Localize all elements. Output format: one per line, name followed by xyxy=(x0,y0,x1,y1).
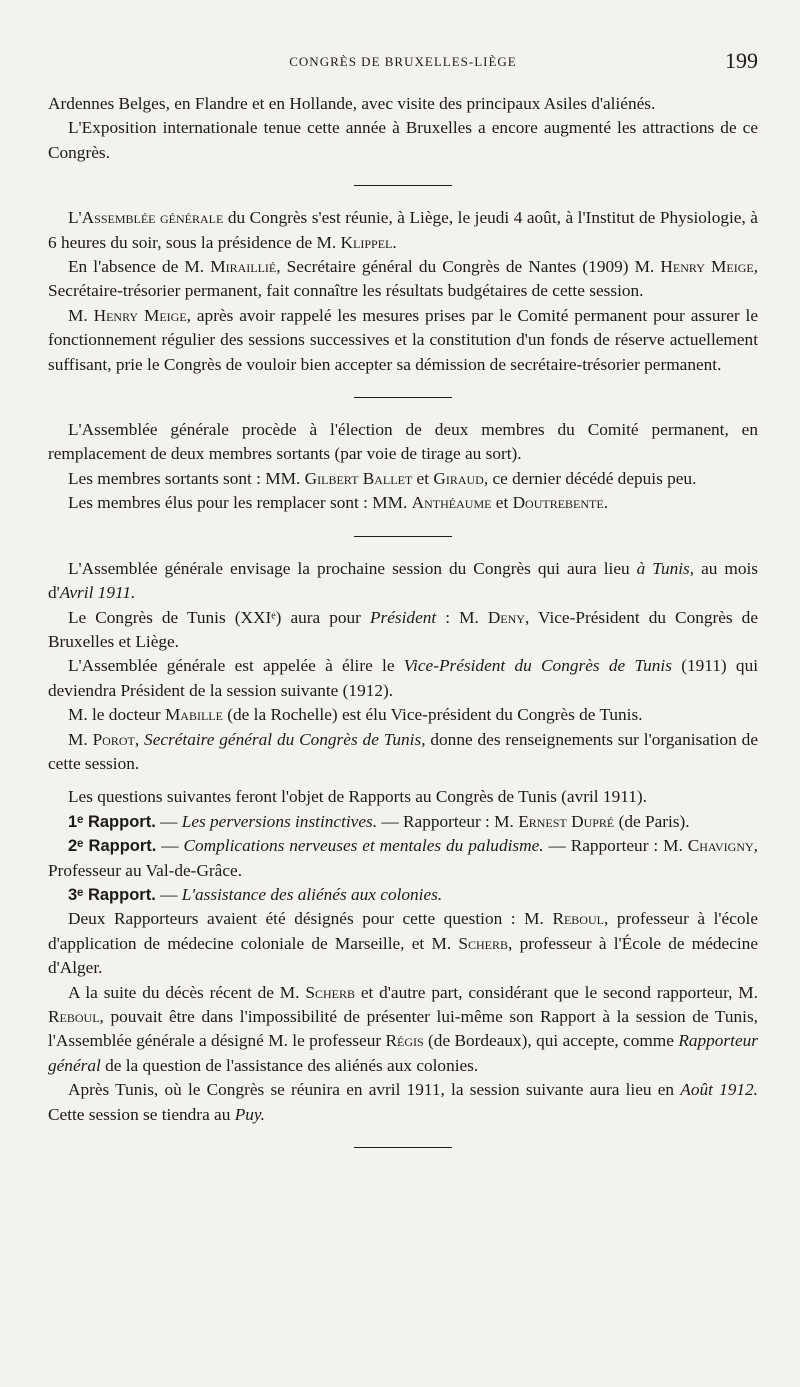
person-name: Reboul xyxy=(48,1007,100,1026)
person-name: Mabille xyxy=(164,705,223,725)
person-name: Giraud xyxy=(433,468,484,488)
person-name: Scherb xyxy=(458,933,509,953)
person-name: Henry Meige xyxy=(660,257,754,277)
report-item: 1ᵉ Rapport. — Les perversions instinctives. — Rapporteur : M. Ernest Dupré (de Paris). xyxy=(68,811,690,831)
paragraph: Les questions suivantes feront l'objet de Rapports au Congrès de Tunis (avril 1911). xyxy=(68,787,647,807)
paragraph: Les membres sortants sont : MM. Gilbert Ballet et Giraud, ce dernier décédé depuis peu. xyxy=(68,468,697,488)
page-number: 199 xyxy=(725,48,758,73)
spacer xyxy=(48,776,758,785)
section-divider xyxy=(354,1147,452,1148)
person-name: Régis xyxy=(385,1031,424,1051)
person-name: Doutrebente. xyxy=(512,493,609,513)
paragraph: Le Congrès de Tunis (XXIᵉ) aura pour Président : M. Deny, Vice-Président du Congrès de Bruxelles et Liège. xyxy=(48,607,758,651)
report-item: 3ᵉ Rapport. — L'assistance des aliénés aux colonies. xyxy=(68,884,443,904)
section-divider xyxy=(354,397,452,398)
page-header xyxy=(48,48,758,74)
paragraph: A la suite du décès récent de M. Scherb et d'autre part, considérant que le second rapporteur, M. Reboul, pouvait être dans l'impossibilité de présenter lui-même son Rapport à la session de Tunis, l'Assemblée générale a désigné M. le professeur Régis (de Bordeaux), qui accepte, comme Rapporteur général de la question de l'assistance des aliénés aux colonies. xyxy=(48,982,758,1075)
running-head: CONGRÈS DE BRUXELLES-LIÈGE xyxy=(289,54,517,69)
paragraph: M. le docteur Mabille (de la Rochelle) est élu Vice-président du Congrès de Tunis. xyxy=(68,705,643,725)
paragraph: L'Assemblée générale procède à l'élection de deux membres du Comité permanent, en remplacement de deux membres sortants (par voie de tirage au sort). xyxy=(48,420,758,464)
section-divider xyxy=(354,185,452,186)
person-name: Chavigny xyxy=(687,836,754,856)
person-name: Ernest Dupré xyxy=(518,811,615,831)
person-name: Gilbert Ballet xyxy=(304,468,413,488)
person-name: Deny xyxy=(487,607,525,627)
paragraph: M. Porot, Secrétaire général du Congrès de Tunis, donne des renseignements sur l'organisation de cette session. xyxy=(48,729,758,773)
paragraph: M. Henry Meige, après avoir rappelé les mesures prises par le Comité permanent pour assurer le fonctionnement régulier des sessions successives et la constitution d'un fonds de réserve actuellement suffisant, prie le Congrès de vouloir bien accepter sa démission de secrétaire-trésorier permanent. xyxy=(48,305,759,374)
body-text xyxy=(48,92,758,1168)
person-name: Anthéaume xyxy=(411,493,492,513)
person-name: Miraillié xyxy=(210,257,277,277)
report-item: 2ᵉ Rapport. — Complications nerveuses et mentales du paludisme. — Rapporteur : M. Chavigny, Professeur au Val-de-Grâce. xyxy=(48,836,758,880)
paragraph: Deux Rapporteurs avaient été désignés pour cette question : M. Reboul, professeur à l'école d'application de médecine coloniale de Marseille, et M. Scherb, professeur à l'École de médecine d'Alger. xyxy=(48,909,758,978)
paragraph: L'Assemblée générale est appelée à élire le Vice-Président du Congrès de Tunis (1911) qui deviendra Président de la session suivante (1912). xyxy=(48,656,759,700)
report-label: 3ᵉ Rapport. xyxy=(68,885,156,904)
paragraph: Ardennes Belges, en Flandre et en Hollande, avec visite des principaux Asiles d'aliénés. xyxy=(48,94,656,113)
report-label: 2ᵉ Rapport. xyxy=(68,837,157,856)
report-label: 1ᵉ Rapport. xyxy=(68,812,156,831)
paragraph: L'Assemblée générale du Congrès s'est réunie, à Liège, le jeudi 4 août, à l'Institut de Physiologie, à 6 heures du soir, sous la présidence de M. Klippel. xyxy=(48,208,758,252)
person-name: Scherb xyxy=(305,982,355,1002)
person-name: Porot xyxy=(92,729,135,749)
paragraph: Après Tunis, où le Congrès se réunira en avril 1911, la session suivante aura lieu en Août 1912. Cette session se tiendra au Puy. xyxy=(48,1080,758,1124)
person-name: Klippel. xyxy=(340,232,397,252)
section-divider xyxy=(354,536,452,537)
paragraph: L'Assemblée générale envisage la prochaine session du Congrès qui aura lieu à Tunis, au mois d'Avril 1911. xyxy=(48,558,759,603)
paragraph: Les membres élus pour les remplacer sont : MM. Anthéaume et Doutrebente. xyxy=(68,493,609,513)
paragraph: L'Exposition internationale tenue cette année à Bruxelles a encore augmenté les attractions de ce Congrès. xyxy=(48,118,758,162)
paragraph: En l'absence de M. Miraillié, Secrétaire général du Congrès de Nantes (1909) M. Henry Meige, Secrétaire-trésorier permanent, fait connaître les résultats budgétaires de cette session. xyxy=(48,257,759,301)
person-name: Henry Meige xyxy=(93,305,187,325)
small-caps-heading: L'Assemblée générale xyxy=(68,208,224,228)
person-name: Reboul xyxy=(552,909,604,929)
